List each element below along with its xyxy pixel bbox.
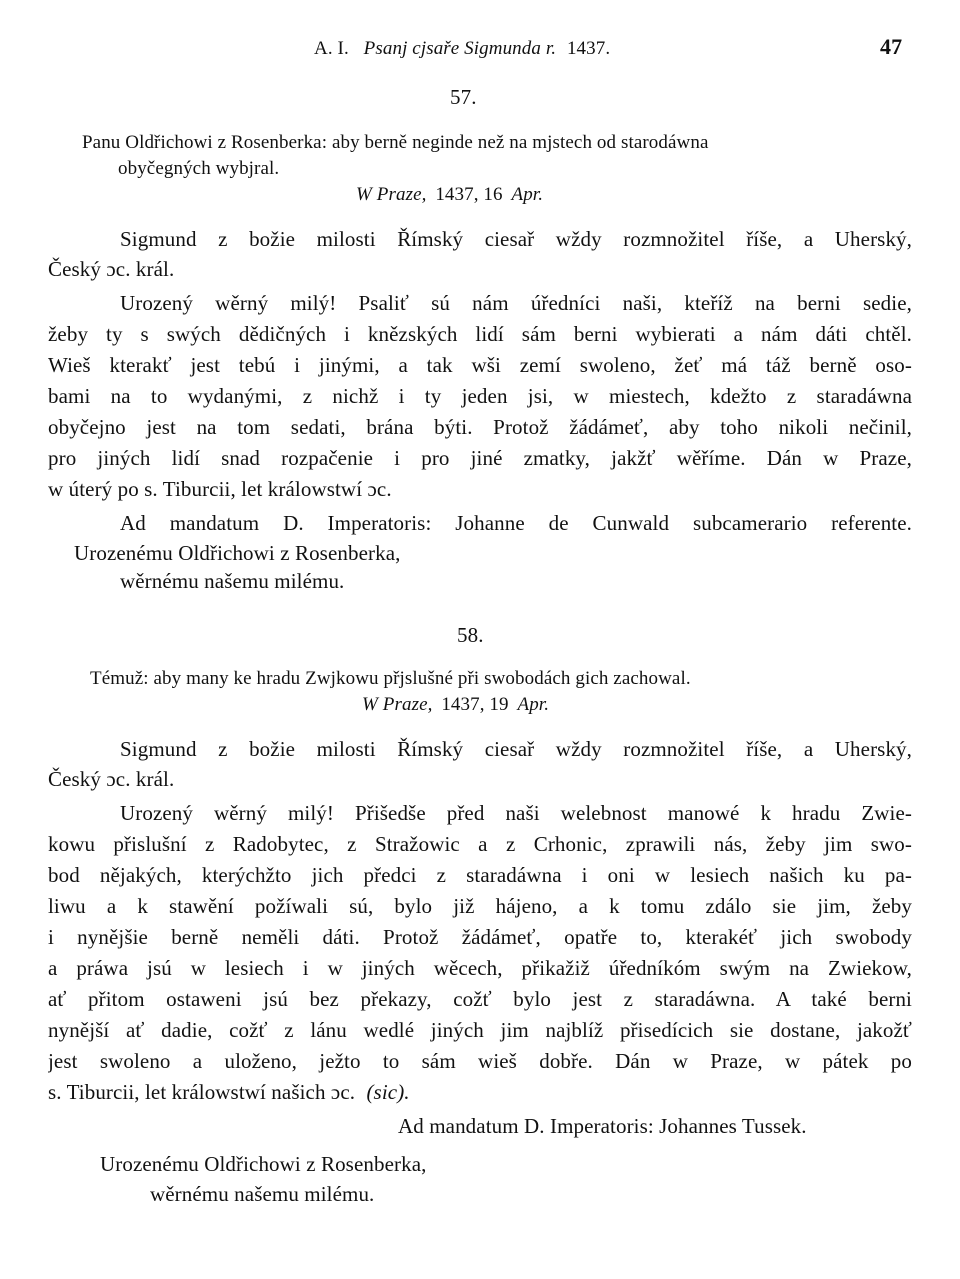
mandate-note: Ad mandatum D. Imperatoris: Johannes Tussek. [398,1114,807,1138]
dateline-place: W Praze, [362,694,433,715]
body-line: a práwa jsú w lesiech i w jiných wěcech, přikažiž úředníkóm swým na Zwiekow, [48,956,912,980]
body-line: žeby ty s swých dědičných i knězských lidí sám berni wybierati a nám dáti chtěl. [48,322,912,346]
body-last-text: s. Tiburcii, let králowstwí našich ɔc. [48,1080,356,1104]
body-line: Wieš kterakť jest tebú i jinými, a tak wši zemí swoleno, žeť má táž berně oso- [48,353,912,377]
header-title: Psanj cjsaře Sigmunda r. [363,38,557,59]
dateline-date: 1437, 19 [441,694,509,715]
dateline [362,692,549,718]
dateline [356,182,543,208]
body-line: i nynějšie berně neměli dáti. Protož žádámeť, opatře to, kterakéť jich swobody [48,925,912,949]
intitulatio-line: Český ɔc. král. [48,257,175,281]
body-line: Urozený wěrný milý! Přišedše před naši welebnost manowé k hradu Zwie- [120,801,912,825]
address-line: Urozenému Oldřichowi z Rosenberka, [100,1152,427,1176]
header-section: A. I. [314,38,349,59]
header-year: 1437. [566,38,611,59]
intitulatio-line: Český ɔc. král. [48,767,175,791]
body-line: nynější ať dadie, cožť z lánu wedlé jiných jim najblíž přisedícich sie dostane, jakožť [48,1018,912,1042]
document-number: 58. [457,623,484,647]
intitulatio-line: Sigmund z božie milosti Římský ciesař wždy rozmnožitel říše, a Uherský, [120,227,912,251]
body-line: pro jiných lidí snad rozpačenie i pro jiné zmatky, jakžť wěříme. Dán w Praze, [48,446,912,470]
body-line: Urozený wěrný milý! Psaliť sú nám úředníci naši, kteříž na berni sedie, [120,291,912,315]
body-line: bami na to wydanými, z nichž i ty jeden jsi, w miestech, kdežto z staradáwna [48,384,912,408]
dateline-place: W Praze, [356,184,427,205]
body-line: jest swoleno a uloženo, ježto to sám wieš dobře. Dán w Praze, w pátek po [48,1049,912,1073]
intitulatio-line: Sigmund z božie milosti Římský ciesař wždy rozmnožitel říše, a Uherský, [120,737,912,761]
body-line [48,1079,410,1105]
dateline-month: Apr. [517,694,550,715]
body-line: kowu přislušní z Radobytec, z Stražowic a z Crhonic, zprawili nás, žeby jim swo- [48,832,912,856]
page-number: 47 [880,34,903,59]
document-number: 57. [450,85,477,109]
regest-line: obyčegných wybjral. [118,158,280,179]
sic-note: (sic). [366,1080,410,1104]
mandate-note: Ad mandatum D. Imperatoris: Johanne de Cunwald subcamerario referente. [120,511,912,535]
regest-line: Témuž: aby many ke hradu Zwjkowu přjslušné při swobodách gich zachowal. [90,668,691,689]
body-line: obyčejno jest na tom sedati, brána býti. Protož žádámeť, aby toho nikoli nečinil, [48,415,912,439]
dateline-date: 1437, 16 [435,184,503,205]
address-line: Urozenému Oldřichowi z Rosenberka, [74,541,401,565]
address-line: wěrnému našemu milému. [120,569,345,593]
body-line: liwu a k stawění požíwali sú, bylo již hájeno, a k tomu zdálo sie jim, žeby [48,894,912,918]
dateline-month: Apr. [511,184,544,205]
regest-line: Panu Oldřichowi z Rosenberka: aby berně neginde než na mjstech od starodáwna [82,132,709,153]
body-line: bod nějakých, kterýchžto jich předci z staradáwna i oni w lesiech našich ku pa- [48,863,912,887]
body-line: ať přitom ostaweni jsú bez překazy, cožť bylo jest z staradáwna. A také berni [48,987,912,1011]
running-header [314,36,610,62]
body-line: w úterý po s. Tiburcii, let králowstwí ɔc. [48,477,392,501]
address-line: wěrnému našemu milému. [150,1182,375,1206]
